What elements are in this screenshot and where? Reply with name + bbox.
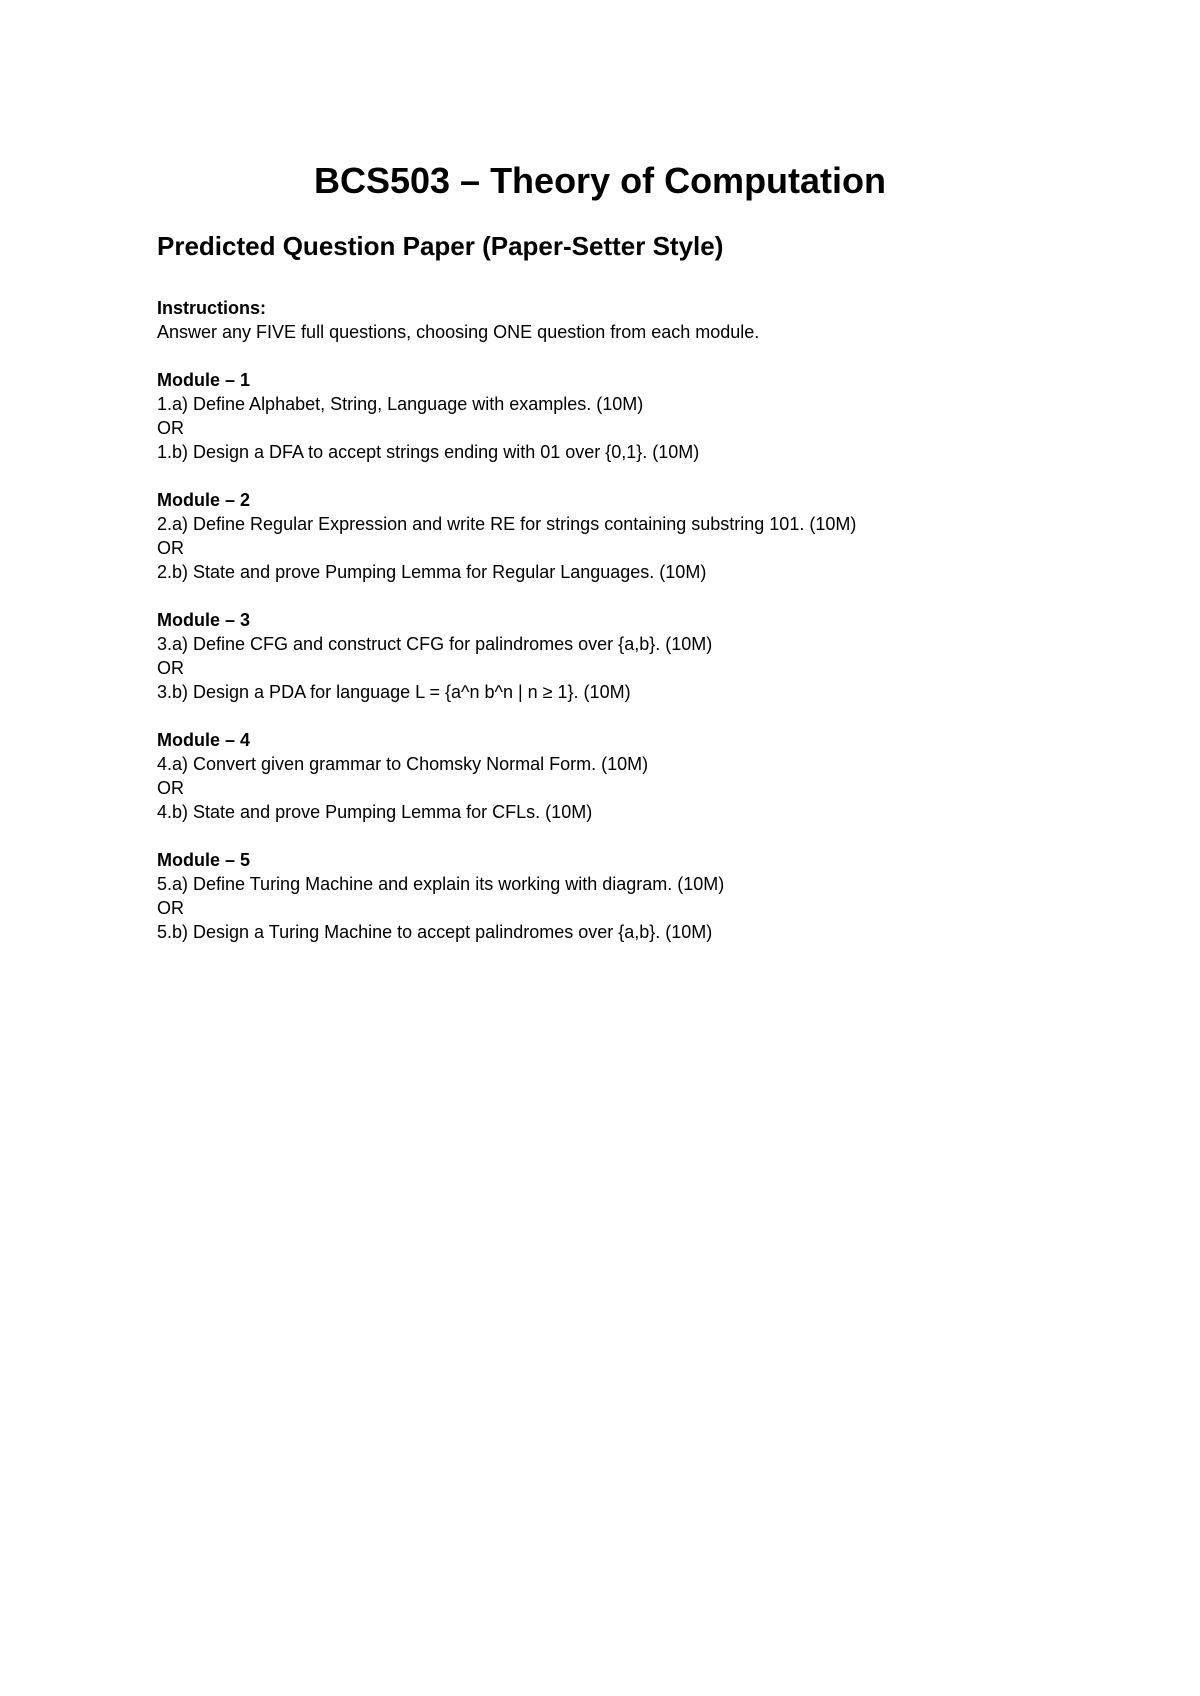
module-heading: Module – 3 [157,610,251,630]
module-3-section [157,608,1117,704]
module-heading: Module – 1 [157,370,251,390]
question-3b: 3.b) Design a PDA for language L = {a^n b^n | n ≥ 1}. (10M) [157,682,631,702]
instructions-heading: Instructions: [157,298,267,318]
instructions-section [157,296,1117,344]
module-2-section [157,488,1117,584]
module-4-section [157,728,1117,824]
question-2a: 2.a) Define Regular Expression and write RE for strings containing substring 101. (10M) [157,514,857,534]
question-5a: 5.a) Define Turing Machine and explain its working with diagram. (10M) [157,874,725,894]
question-4b: 4.b) State and prove Pumping Lemma for CFLs. (10M) [157,802,593,822]
or-separator: OR [157,658,184,678]
or-separator: OR [157,898,184,918]
module-heading: Module – 5 [157,850,251,870]
or-separator: OR [157,778,184,798]
module-5-section [157,848,1117,944]
question-2b: 2.b) State and prove Pumping Lemma for Regular Languages. (10M) [157,562,707,582]
question-1b: 1.b) Design a DFA to accept strings ending with 01 over {0,1}. (10M) [157,442,700,462]
module-heading: Module – 4 [157,730,251,750]
instructions-text: Answer any FIVE full questions, choosing ONE question from each module. [157,322,760,342]
document-title: BCS503 – Theory of Computation [313,160,887,201]
question-1a: 1.a) Define Alphabet, String, Language with examples. (10M) [157,394,644,414]
or-separator: OR [157,418,184,438]
document-body [157,226,1117,944]
question-3a: 3.a) Define CFG and construct CFG for palindromes over {a,b}. (10M) [157,634,713,654]
document-subtitle: Predicted Question Paper (Paper-Setter Style) [157,231,724,261]
module-1-section [157,368,1117,464]
or-separator: OR [157,538,184,558]
question-5b: 5.b) Design a Turing Machine to accept palindromes over {a,b}. (10M) [157,922,713,942]
module-heading: Module – 2 [157,490,251,510]
question-4a: 4.a) Convert given grammar to Chomsky Normal Form. (10M) [157,754,649,774]
